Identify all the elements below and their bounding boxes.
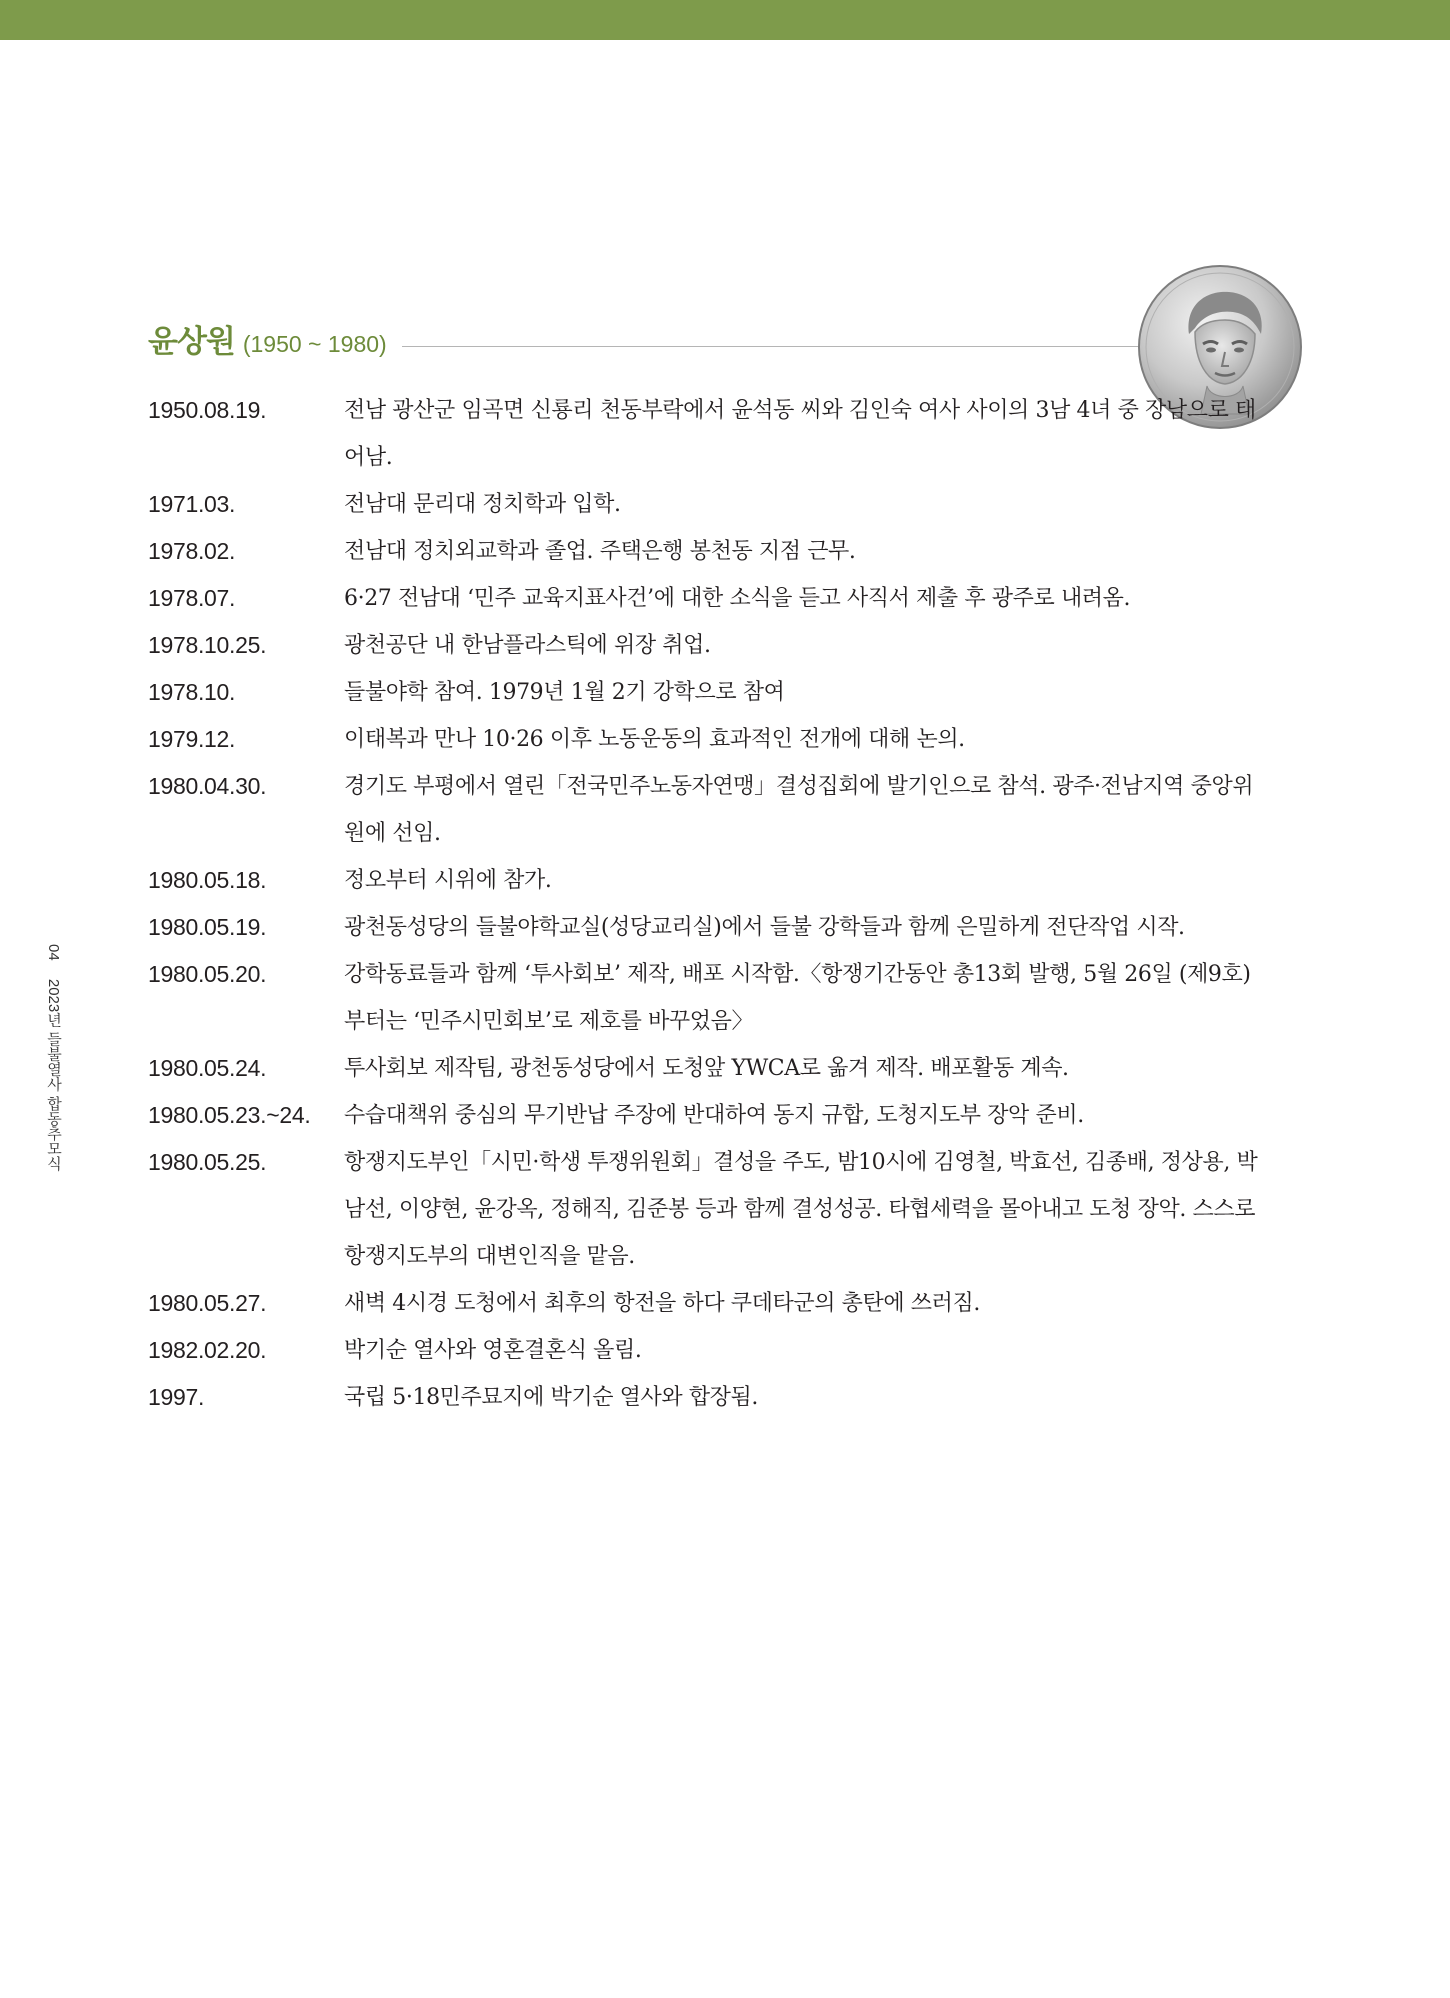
- timeline-date: 1978.10.: [148, 679, 236, 705]
- timeline-date: 1950.08.19.: [148, 397, 267, 423]
- timeline-event: 강학동료들과 함께 ‘투사회보’ 제작, 배포 시작함.〈항쟁기간동안 총13회 발행, 5월 26일 (제9호)부터는 ‘민주시민회보’로 제호를 바꾸었음〉: [344, 962, 1251, 1034]
- timeline-date: 1982.02.20.: [148, 1337, 267, 1363]
- timeline-date: 1978.02.: [148, 538, 236, 564]
- timeline-event: 박기순 열사와 영혼결혼식 올림.: [344, 1338, 642, 1363]
- timeline-event: 광천동성당의 들불야학교실(성당교리실)에서 들불 강학들과 함께 은밀하게 전단작업 시작.: [344, 915, 1185, 940]
- page-heading: [148, 316, 387, 361]
- timeline-date: 1997.: [148, 1384, 205, 1410]
- timeline-row: [148, 1092, 1258, 1139]
- timeline-row: [148, 1280, 1258, 1327]
- timeline-date: 1978.10.25.: [148, 632, 267, 658]
- timeline-row: [148, 575, 1258, 622]
- side-folio: [43, 944, 64, 1171]
- timeline-event: 이태복과 만나 10·26 이후 노동운동의 효과적인 전개에 대해 논의.: [344, 727, 965, 752]
- timeline-event: 광천공단 내 한남플라스틱에 위장 취업.: [344, 633, 711, 658]
- timeline-date: 1979.12.: [148, 726, 236, 752]
- timeline-row: [148, 1374, 1258, 1421]
- publication-title: 2023년 들불열사 합동추모식: [45, 978, 62, 1171]
- timeline-date: 1980.05.19.: [148, 914, 267, 940]
- timeline-date: 1980.05.18.: [148, 867, 267, 893]
- timeline-row: [148, 1327, 1258, 1374]
- timeline-event: 전남 광산군 임곡면 신룡리 천동부락에서 윤석동 씨와 김인숙 여사 사이의 3남 4녀 중 장남으로 태어남.: [344, 398, 1256, 470]
- timeline-row: [148, 951, 1258, 1045]
- timeline-row: [148, 387, 1258, 481]
- timeline-row: [148, 481, 1258, 528]
- timeline-list: [148, 387, 1258, 1421]
- timeline-event: 들불야학 참여. 1979년 1월 2기 강학으로 참여: [344, 680, 785, 705]
- page-number: 04: [45, 944, 62, 961]
- heading-rule: [402, 346, 1138, 347]
- timeline-row: [148, 622, 1258, 669]
- timeline-date: 1978.07.: [148, 585, 236, 611]
- timeline-row: [148, 763, 1258, 857]
- timeline-date: 1971.03.: [148, 491, 236, 517]
- timeline-row: [148, 528, 1258, 575]
- timeline-event: 수습대책위 중심의 무기반납 주장에 반대하여 동지 규합, 도청지도부 장악 준비.: [344, 1103, 1084, 1128]
- timeline-row: [148, 669, 1258, 716]
- timeline-row: [148, 904, 1258, 951]
- timeline-row: [148, 857, 1258, 904]
- timeline-date: 1980.05.23.~24.: [148, 1102, 311, 1128]
- timeline-row: [148, 1045, 1258, 1092]
- timeline-row: [148, 716, 1258, 763]
- top-accent-bar: [0, 0, 1450, 40]
- timeline-row: [148, 1139, 1258, 1280]
- timeline-event: 정오부터 시위에 참가.: [344, 868, 552, 893]
- timeline-event: 전남대 문리대 정치학과 입학.: [344, 492, 621, 517]
- life-years: (1950 ~ 1980): [242, 331, 387, 357]
- timeline-date: 1980.04.30.: [148, 773, 267, 799]
- timeline-event: 6·27 전남대 ‘민주 교육지표사건’에 대한 소식을 듣고 사직서 제출 후 광주로 내려옴.: [344, 586, 1131, 611]
- timeline-event: 새벽 4시경 도청에서 최후의 항전을 하다 쿠데타군의 총탄에 쓰러짐.: [344, 1291, 980, 1316]
- timeline-date: 1980.05.24.: [148, 1055, 267, 1081]
- timeline-date: 1980.05.20.: [148, 961, 267, 987]
- timeline-event: 항쟁지도부인「시민·학생 투쟁위원회」결성을 주도, 밤10시에 김영철, 박효선, 김종배, 정상용, 박남선, 이양현, 윤강옥, 정해직, 김준봉 등과 함께 결성성공. 타협세력을 몰아내고 도청 장악. 스스로 항쟁지도부의 대변인직을 맡음.: [344, 1150, 1258, 1269]
- timeline-date: 1980.05.25.: [148, 1149, 267, 1175]
- timeline-event: 전남대 정치외교학과 졸업. 주택은행 봉천동 지점 근무.: [344, 539, 856, 564]
- timeline-event: 국립 5·18민주묘지에 박기순 열사와 합장됨.: [344, 1385, 758, 1410]
- timeline-date: 1980.05.27.: [148, 1290, 267, 1316]
- person-name: 윤상원: [148, 324, 235, 360]
- timeline-event: 투사회보 제작팀, 광천동성당에서 도청앞 YWCA로 옮겨 제작. 배포활동 계속.: [344, 1056, 1069, 1081]
- timeline-event: 경기도 부평에서 열린「전국민주노동자연맹」결성집회에 발기인으로 참석. 광주·전남지역 중앙위원에 선임.: [344, 774, 1254, 846]
